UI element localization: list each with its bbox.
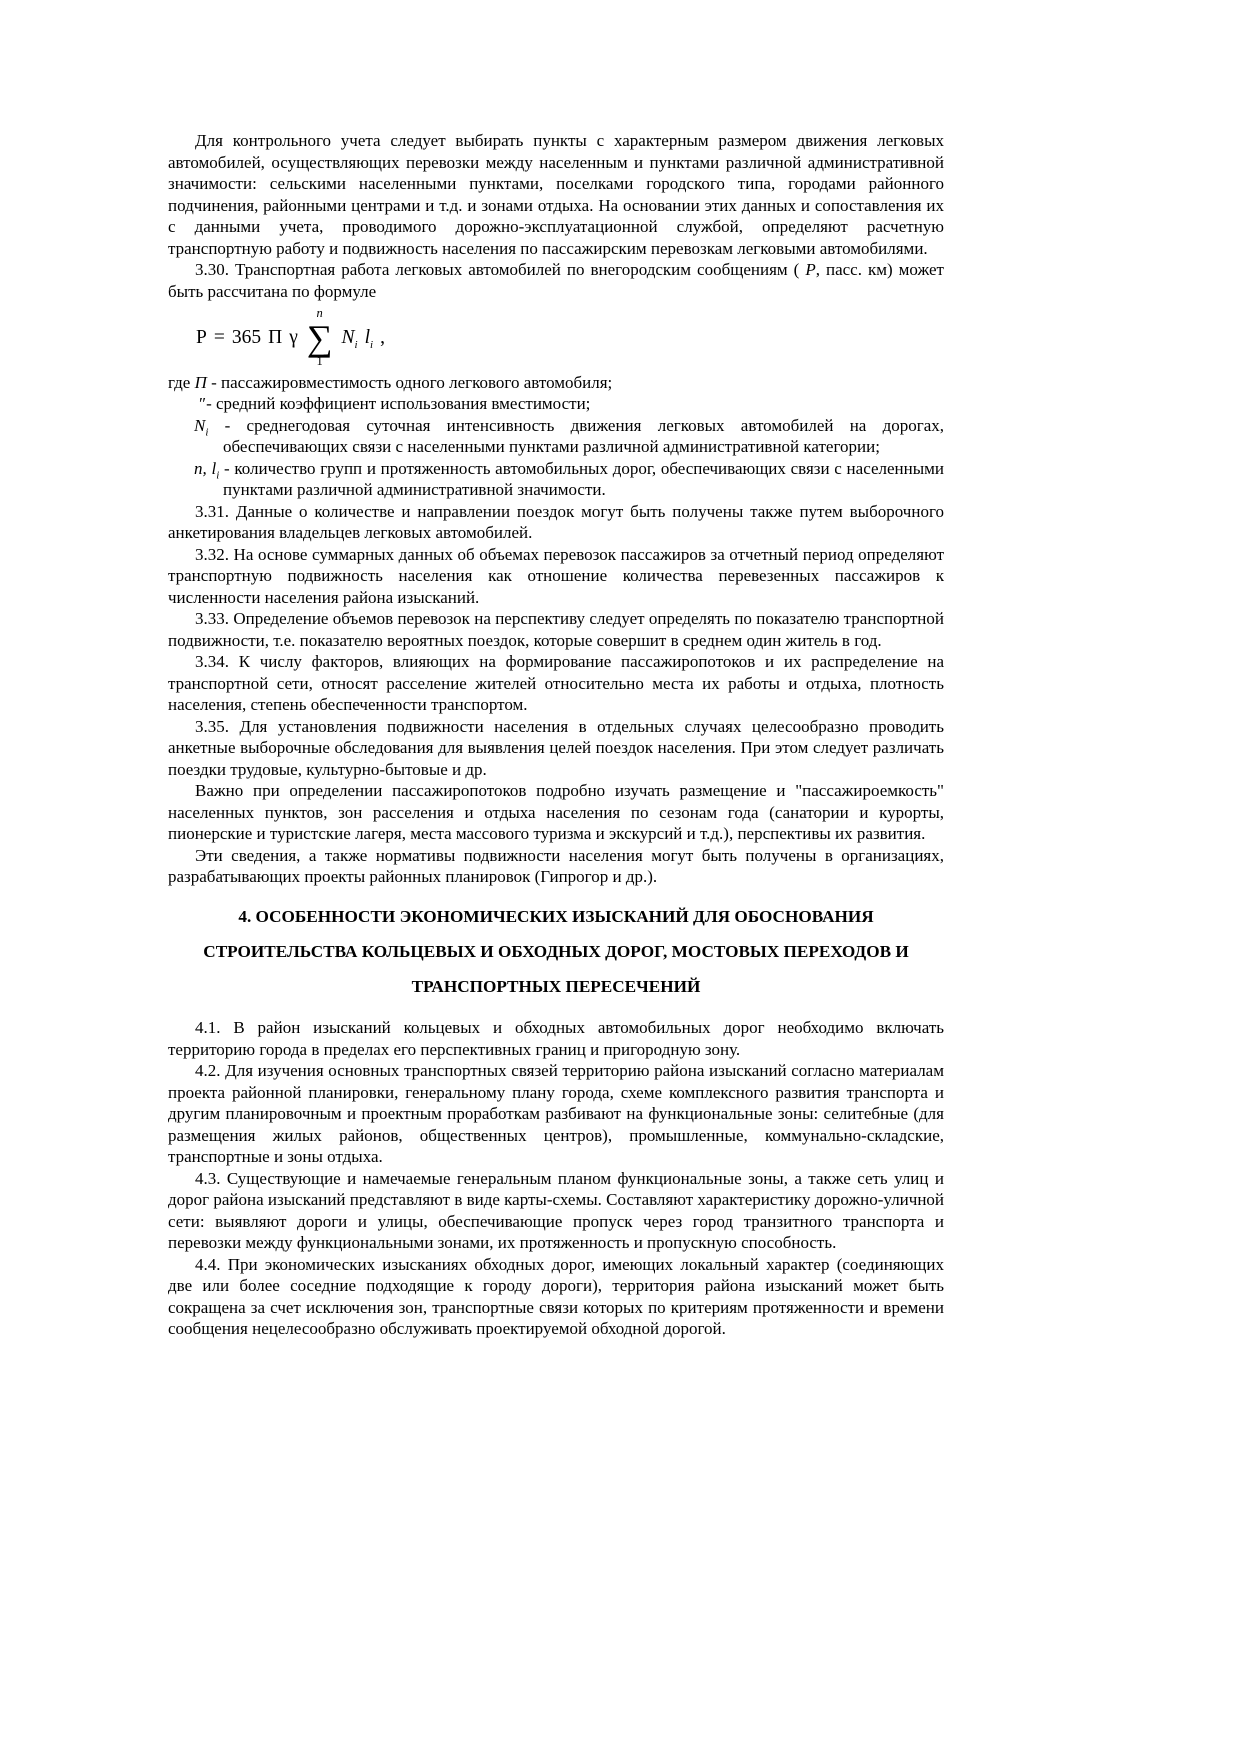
paragraph-3-32: 3.32. На основе суммарных данных об объемах перевозок пассажиров за отчетный период определяют транспортную подвижность населения как отношение количества перевезенных пассажиров к численности населения района изысканий. [168,544,944,607]
formula-coefficient-365: 365 [231,327,262,349]
formula-trailing-comma: , [380,327,385,349]
paragraph-3-30-text-tail: , пасс. км) может быть рассчитана по формуле [168,260,944,301]
where-label: где [168,372,191,392]
definition-term-gamma: ″ [199,394,207,414]
definition-gamma [168,393,944,415]
formula-lhs: P [196,327,207,349]
formula-term-intensity [342,327,358,349]
definition-groups-length [168,458,944,501]
paragraph-3-33: 3.33. Определение объемов перевозок на перспективу следует определять по показателю транспортной подвижности, т.е. показателю вероятных поездок, которые совершит в среднем один житель в год. [168,609,944,650]
definition-term-intensity: N [194,415,206,435]
formula-term-intensity-base: N [341,327,355,349]
summation-upper-limit: n [316,306,323,320]
formula-term-length-subscript: i [370,338,374,351]
sigma-icon: ∑ [306,317,333,358]
section-4-heading-line-2: СТРОИТЕЛЬСТВА КОЛЬЦЕВЫХ И ОБХОДНЫХ ДОРОГ, МОСТОВЫХ ПЕРЕХОДОВ И [203,941,909,961]
paragraph-3-30-text: 3.30. Транспортная работа легковых автомобилей по внегородским сообщениям ( [195,260,806,279]
section-4-heading-line-1: 4. ОСОБЕННОСТИ ЭКОНОМИЧЕСКИХ ИЗЫСКАНИЙ ДЛЯ ОБОСНОВАНИЯ [238,906,874,926]
definition-where-pi [168,372,944,394]
definition-term-pi: П [194,372,207,392]
formula-term-length-base: l [364,327,370,349]
definition-intensity [168,415,944,458]
paragraph-important-note: Важно при определении пассажиропотоков подробно изучать размещение и "пассажироемкость" населенных пунктов, зон расселения и отдыха населения по сезонам года (санатории и курорты, пионерские и туристские лагеря, места массового туризма и экскурсий и т.д.), перспективы их развития. [168,781,944,844]
definition-text-groups-length: - количество групп и протяженность автомобильных дорог, обеспечивающих связи с населенными пунктами различной административной значимости. [223,458,944,500]
paragraph-sources-note: Эти сведения, а также нормативы подвижности населения могут быть получены в организациях, разрабатывающих проекты районных планировок (Гипрогор и др.). [168,845,944,887]
paragraph-3-30 [168,259,944,302]
paragraph-4-2: 4.2. Для изучения основных транспортных связей территорию района изысканий согласно материалам проекта районной планировки, генеральному плану города, схеме комплексного развития транспорта и другим планировочным и проектным проработкам разбивают на функциональные зоны: селитебные (для размещения жилых районов, общественных центров), промышленные, коммунально-складские, транспортные и зоны отдыха. [168,1061,944,1167]
definition-text-pi: - пассажировместимость одного легкового автомобиля; [211,372,613,392]
definition-text-intensity: - среднегодовая суточная интенсивность движения легковых автомобилей на дорогах, обеспечивающих связи с населенными пунктами различной административной категории; [223,415,945,457]
formula-equals-sign: = [213,327,225,349]
paragraph-4-1: 4.1. В район изысканий кольцевых и обходных автомобильных дорог необходимо включать территорию города в пределах его перспективных границ и пригородную зону. [168,1018,944,1059]
formula-term-length [365,327,373,349]
section-4-heading-line-3: ТРАНСПОРТНЫХ ПЕРЕСЕЧЕНИЙ [411,977,701,997]
paragraph-3-35: 3.35. Для установления подвижности населения в отдельных случаях целесообразно проводить анкетные выборочные обследования для выявления целей поездок населения. При этом следует различать поездки трудовые, культурно-бытовые и др. [168,716,944,779]
formula-term-intensity-subscript: i [354,338,358,351]
paragraph-3-34: 3.34. К числу факторов, влияющих на формирование пассажиропотоков и их распределение на транспортной сети, относят расселение жителей относительно места их работы и отдыха, плотность населения, степень обеспеченности транспортом. [168,652,944,715]
definition-text-gamma: - средний коэффициент использования вместимости; [206,394,591,414]
summation-block [307,307,333,369]
paragraph-3-31: 3.31. Данные о количестве и направлении поездок могут быть получены также путем выборочного анкетирования владельцев легковых автомобилей. [168,501,944,543]
variable-p-cyrillic: Р [805,260,816,279]
formula-gamma: γ [289,327,298,349]
section-4-heading [168,899,944,1005]
paragraph-intro: Для контрольного учета следует выбирать пункты с характерным размером движения легковых автомобилей, осуществляющих перевозки между населенным и пунктами различной административной значимости: сельскими населенными пунктами, поселками городского типа, городами районного подчинения, районными центрами и т.д. и зонами отдыха. На основании этих данных и сопоставления их с данными учета, проводимого дорожно-эксплуатационной службой, определяют расчетную транспортную работу и подвижность населения по пассажирским перевозкам легковыми автомобилями. [168,131,944,258]
summation-lower-limit: 1 [316,353,323,368]
paragraph-4-4: 4.4. При экономических изысканиях обходных дорог, имеющих локальный характер (соединяющих две или более соседние подходящие к городу дороги), территория района изысканий может быть сокращена за счет исключения зон, транспортные связи которых по критериям протяженности и времени сообщения нецелесообразно обслуживать проектируемой обходной дорогой. [168,1254,944,1339]
definition-term-intensity-subscript: i [205,426,209,439]
formula-capacity-pi: П [268,327,283,349]
definition-term-groups-length-subscript: i [216,469,220,482]
paragraph-4-3: 4.3. Существующие и намечаемые генеральным планом функциональные зоны, а также сеть улиц и дорог района изысканий представляют в виде карты-схемы. Составляют характеристику дорожно-уличной сети: выявляют дороги и улицы, обеспечивающие пропуск через город транзитного транспорта и перевозки между функциональными зонами, их протяженность и пропускную способность. [168,1168,945,1253]
definition-term-groups-length: n, l [194,458,217,478]
formula-transport-work [196,307,944,369]
